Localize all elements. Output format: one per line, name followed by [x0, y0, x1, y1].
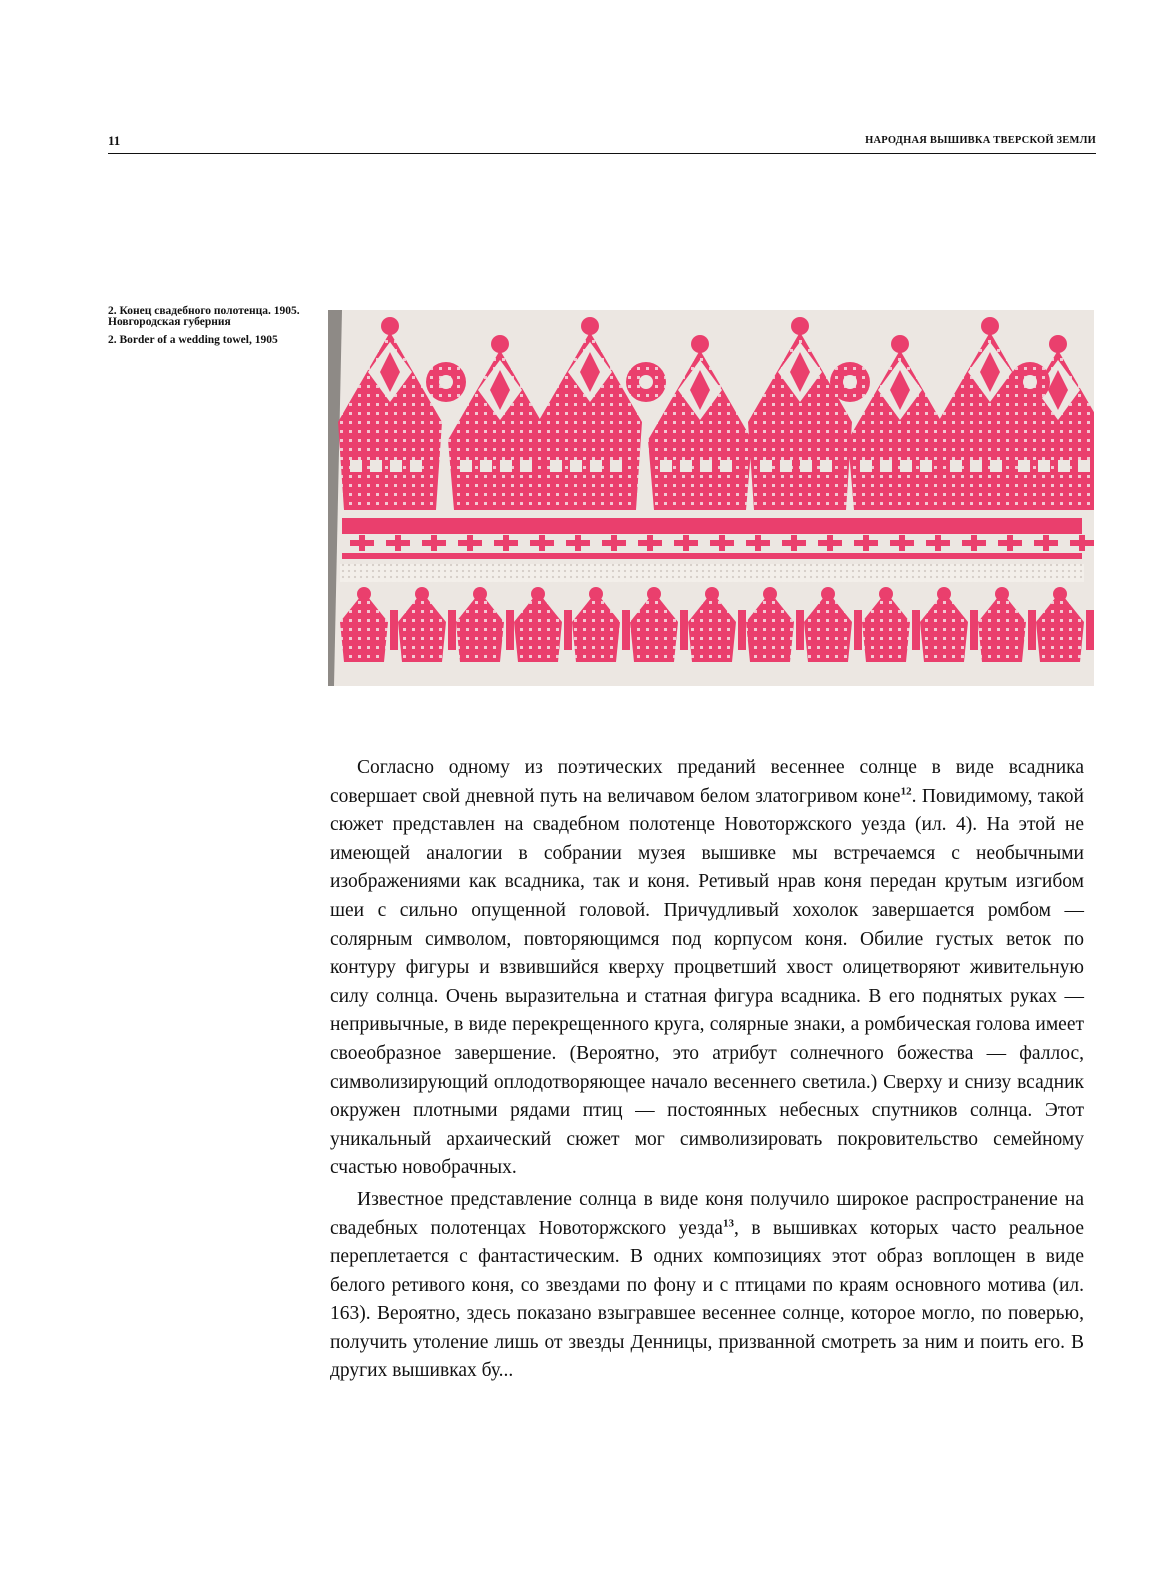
- footnote-ref-12: 12: [900, 785, 912, 798]
- caption-russian: 2. Конец свадебного полотенца. 1905. Новгородская губерния: [108, 305, 300, 328]
- article-body: [330, 754, 1084, 1386]
- border-stripe-top: [342, 518, 1082, 534]
- rosette-motif: [830, 362, 870, 402]
- caption-english: 2. Border of a wedding towel, 1905: [108, 334, 278, 346]
- lace-insertion: [340, 564, 1084, 582]
- embroidered-towel-photo: [328, 310, 1094, 686]
- running-title: НАРОДНАЯ ВЫШИВКА ТВЕРСКОЙ ЗЕМЛИ: [865, 135, 1096, 146]
- embroidery-illustration: [328, 310, 1094, 686]
- running-header: [108, 131, 1096, 154]
- rosette-motif: [426, 362, 466, 402]
- page-number: 11: [108, 133, 121, 148]
- figure-caption: [108, 306, 313, 353]
- border-stripe-bottom: [342, 553, 1082, 559]
- rosette-motif: [1010, 362, 1050, 402]
- paragraph-1: Согласно одному из поэтических преданий весеннее солнце в виде всадника совершает свой дневной путь на величавом белом златогривом коне$^{12}$. Повидимому, такой сюжет представлен на свадебном полотенце Новоторжского уезда (ил. 4). На этой не имеющей аналогии в собрании музея вышивке мы встречаемся с необычными изображениями как всадника, так и коня. Ретивый нрав коня передан крутым изгибом шеи с сильно опущенной головой. Причудливый хохолок завершается ромбом — солярным символом, повторяющимся под корпусом коня. Обилие густых веток по контуру фигуры и взвившийся кверху процветший хвост олицетворяют живительную силу солнца. Очень выразительна и статная фигура всадника. В его поднятых руках — непривычные, в виде перекрещенного круга, солярные знаки, а ромбическая голова имеет своеобразное завершение. (Вероятно, это атрибут солнечного божества — фаллос, символизирующий оплодотворяющее начало весеннего светила.) Сверху и снизу всадник окружен плотными рядами птиц — постоянных небесных спутников солнца. Этот уникальный архаический сюжет мог символизировать покровительство семейному счастью новобрачных.: [330, 757, 1084, 1179]
- rosette-motif: [626, 362, 666, 402]
- paragraph-2: Известное представление солнца в виде коня получило широкое распространение на свадебных полотенцах Новоторжского уезда$^{13}$, в вышивках которых часто реальное переплетается с фантастическим. В одних композициях этот образ воплощен в виде белого ретивого коня, со звездами по фону и с птицами по краям основного мотива (ил. 163). Вероятно, здесь показано взыгравшее весеннее солнце, которое могло, по поверью, получить утоление лишь от звезды Денницы, призванной смотреть за ним и поить его. В других вышивках бу...: [330, 1188, 1085, 1382]
- footnote-ref-13: 13: [722, 1217, 734, 1229]
